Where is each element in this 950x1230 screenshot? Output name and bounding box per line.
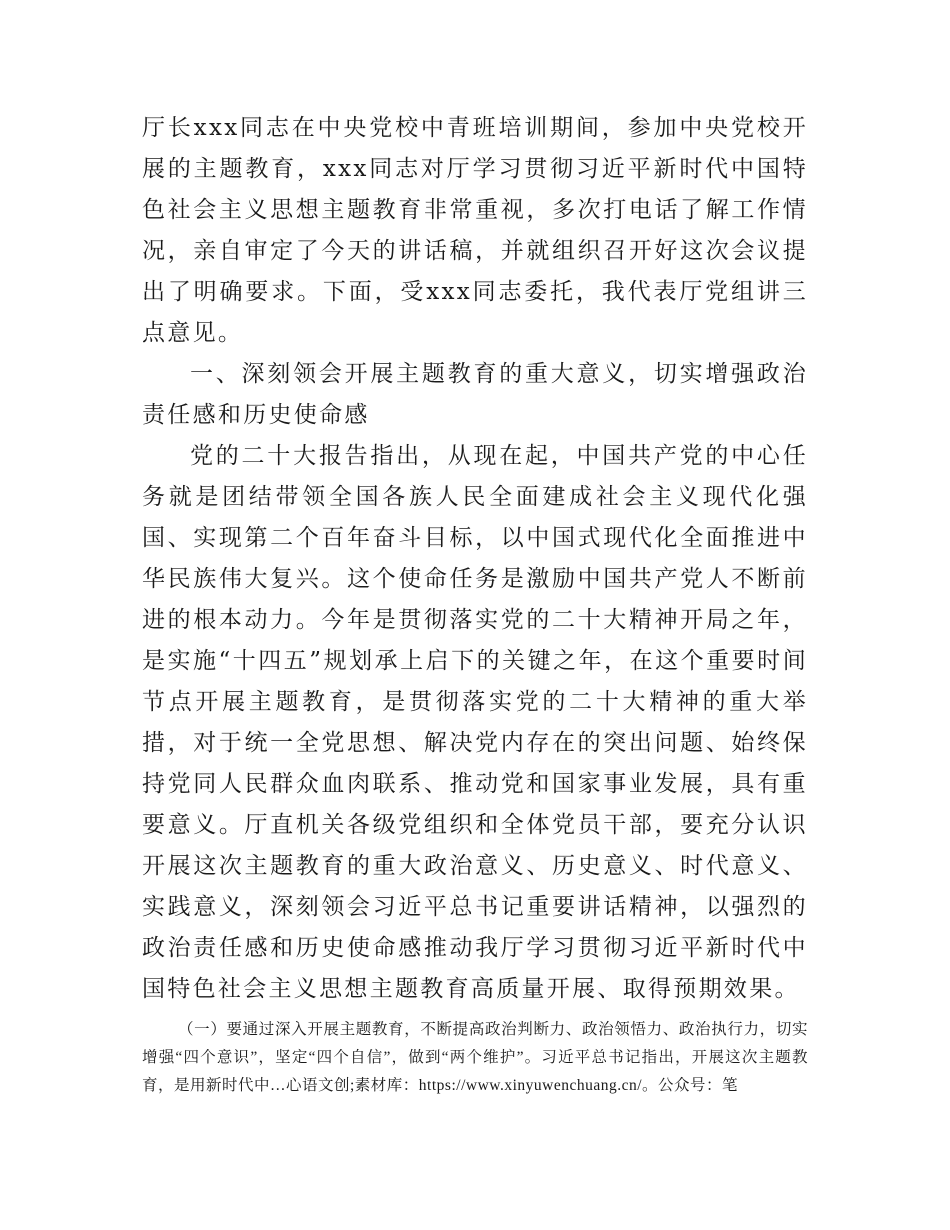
section-heading: 一、深刻领会开展主题教育的重大意义，切实增强政治责任感和历史使命感 bbox=[142, 361, 808, 428]
opening-paragraph: 厅长xxx同志在中央党校中青班培训期间，参加中央党校开展的主题教育，xxx同志对厅学习贯彻习近平新时代中国特色社会主义思想主题教育非常重视，多次打电话了解工作情况，亲自审定了今天的讲话稿，并就组织召开好这次会议提出了明确要求。下面，受xxx同志委托，我代表厅党组讲三点意见。 bbox=[142, 115, 808, 346]
document-body bbox=[142, 108, 808, 1100]
subsection-paragraph: （一）要通过深入开展主题教育，不断提高政治判断力、政治领悟力、政治执行力，切实增强“四个意识”，坚定“四个自信”，做到“两个维护”。习近平总书记指出，开展这次主题教育，是用新时代中…心语文创;素材库：https://www.xinyuwenchuang.cn/。公众号：笔 bbox=[142, 1021, 808, 1094]
body-paragraph: 党的二十大报告指出，从现在起，中国共产党的中心任务就是团结带领全国各族人民全面建成社会主义现代化强国、实现第二个百年奋斗目标，以中国式现代化全面推进中华民族伟大复兴。这个使命任务是激励中国共产党人不断前进的根本动力。今年是贯彻落实党的二十大精神开局之年，是实施“十四五”规划承上启下的关键之年，在这个重要时间节点开展主题教育，是贯彻落实党的二十大精神的重大举措，对于统一全党思想、解决党内存在的突出问题、始终保持党同人民群众血肉联系、推动党和国家事业发展，具有重要意义。厅直机关各级党组织和全体党员干部，要充分认识开展这次主题教育的重大政治意义、历史意义、时代意义、实践意义，深刻领会习近平总书记重要讲话精神，以强烈的政治责任感和历史使命感推动我厅学习贯彻习近平新时代中国特色社会主义思想主题教育高质量开展、取得预期效果。 bbox=[142, 443, 808, 1002]
